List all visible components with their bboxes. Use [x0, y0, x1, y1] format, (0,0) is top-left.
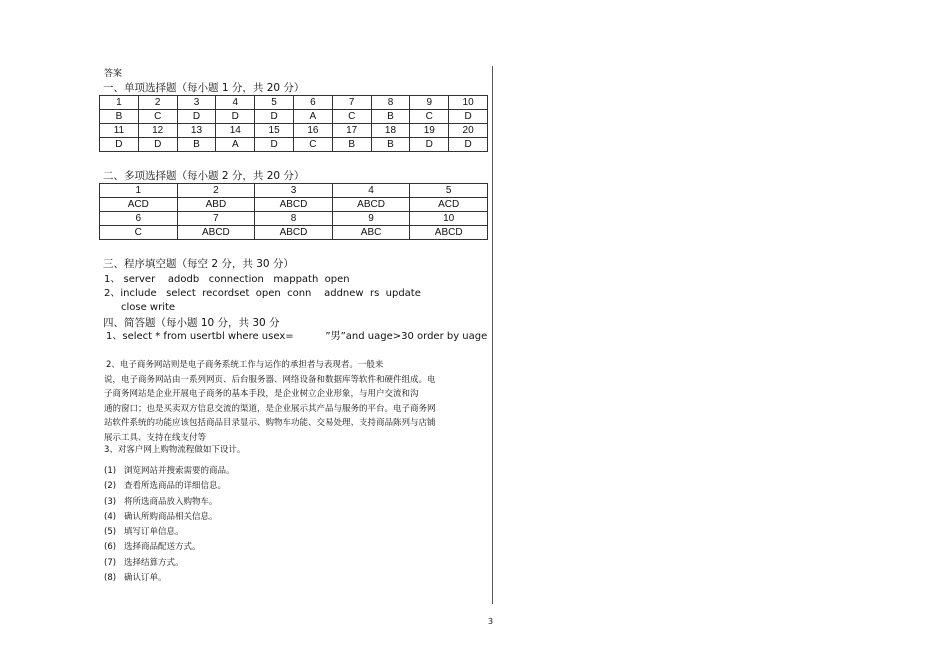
single-choice-cell: 19: [410, 124, 449, 138]
step-number: (5): [104, 527, 117, 538]
step-number: (2): [104, 481, 117, 492]
section3-line1: 1、 server adodb connection mappath open: [104, 274, 350, 285]
single-choice-cell: B: [100, 110, 139, 124]
multiple-choice-cell: ACD: [410, 198, 488, 212]
step-item: [104, 540, 235, 555]
multiple-choice-cell: ABCD: [410, 226, 488, 240]
step-number: (1): [104, 466, 117, 476]
step-number: (8): [104, 573, 117, 584]
single-choice-row: [100, 96, 488, 110]
section4-q3-intro: 3、对客户网上购物流程做如下设计。: [104, 445, 246, 455]
step-number: (3): [104, 496, 117, 507]
multiple-choice-cell: ABCD: [177, 226, 255, 240]
single-choice-cell: C: [332, 110, 371, 124]
single-choice-cell: C: [293, 138, 332, 152]
single-choice-cell: 14: [216, 124, 255, 138]
step-text: 确认所购商品相关信息。: [124, 511, 218, 522]
q2-line: 通的窗口；也是买卖双方信息交流的渠道，是企业展示其产品与服务的平台。电子商务网: [104, 403, 436, 414]
step-text: 查看所选商品的详细信息。: [124, 481, 227, 492]
single-choice-cell: 3: [177, 96, 216, 110]
single-choice-row: [100, 138, 488, 152]
multiple-choice-cell: 10: [410, 212, 488, 226]
single-choice-cell: D: [255, 110, 294, 124]
step-text: 确认订单。: [124, 573, 167, 584]
q2-line: 子商务网站是企业开展电子商务的基本手段，是企业树立企业形象，与用户交流和沟: [104, 389, 419, 400]
step-text: 将所选商品放入购物车。: [124, 496, 218, 507]
multiple-choice-row: [100, 184, 488, 198]
multiple-choice-answer-table: [99, 183, 488, 240]
multiple-choice-cell: 1: [100, 184, 178, 198]
multiple-choice-row: [100, 226, 488, 240]
single-choice-cell: D: [100, 138, 139, 152]
single-choice-cell: A: [293, 110, 332, 124]
single-choice-cell: 2: [138, 96, 177, 110]
step-item: [104, 571, 235, 586]
step-item: [104, 525, 235, 540]
single-choice-cell: 15: [255, 124, 294, 138]
answer-label: 答案: [104, 69, 123, 79]
section4-heading: 四、简答题（每小题 10 分，共 30 分: [103, 317, 280, 329]
column-divider: [492, 66, 493, 604]
single-choice-row: [100, 124, 488, 138]
section3-line3: close write: [121, 302, 176, 313]
single-choice-cell: B: [332, 138, 371, 152]
single-choice-cell: 6: [293, 96, 332, 110]
single-choice-cell: A: [216, 138, 255, 152]
single-choice-cell: 4: [216, 96, 255, 110]
multiple-choice-cell: 9: [332, 212, 410, 226]
section3-heading: 三、程序填空题（每空 2 分，共 30 分）: [103, 258, 294, 270]
step-text: 选择商品配送方式。: [124, 542, 201, 553]
single-choice-cell: 16: [293, 124, 332, 138]
step-number: (6): [104, 542, 117, 553]
multiple-choice-cell: 8: [255, 212, 333, 226]
multiple-choice-cell: 7: [177, 212, 255, 226]
single-choice-cell: D: [449, 138, 488, 152]
q2-line: 站软件系统的功能应该包括商品目录显示、购物车功能、交易处理、支持商品陈列与店铺: [104, 418, 436, 429]
step-item: [104, 479, 235, 494]
shopping-flow-steps: [104, 464, 235, 586]
single-choice-cell: D: [255, 138, 294, 152]
multiple-choice-row: [100, 212, 488, 226]
single-choice-cell: B: [177, 138, 216, 152]
single-choice-cell: 8: [371, 96, 410, 110]
step-item: [104, 510, 235, 525]
single-choice-cell: 9: [410, 96, 449, 110]
step-item: [104, 495, 235, 510]
step-item: [104, 556, 235, 571]
single-choice-row: [100, 110, 488, 124]
single-choice-cell: D: [216, 110, 255, 124]
step-text: 选择结算方式。: [124, 557, 184, 568]
single-choice-cell: D: [410, 138, 449, 152]
section1-heading: 一、单项选择题（每小题 1 分，共 20 分）: [103, 82, 305, 94]
multiple-choice-cell: ABCD: [255, 226, 333, 240]
section2-heading: 二、多项选择题（每小题 2 分，共 20 分）: [103, 170, 305, 182]
step-text: 浏览网站并搜索需要的商品。: [124, 466, 235, 476]
step-number: (7): [104, 557, 117, 568]
single-choice-cell: D: [449, 110, 488, 124]
multiple-choice-cell: ACD: [100, 198, 178, 212]
single-choice-cell: C: [138, 110, 177, 124]
single-choice-cell: 18: [371, 124, 410, 138]
multiple-choice-cell: 2: [177, 184, 255, 198]
single-choice-cell: C: [410, 110, 449, 124]
single-choice-cell: 20: [449, 124, 488, 138]
section4-q1: 1、select * from usertbl where usex= ”男”and uage>30 order by uage: [106, 331, 488, 342]
single-choice-cell: B: [371, 110, 410, 124]
single-choice-cell: 1: [100, 96, 139, 110]
multiple-choice-cell: 5: [410, 184, 488, 198]
single-choice-cell: 13: [177, 124, 216, 138]
page-number: 3: [488, 617, 494, 626]
step-number: (4): [104, 511, 117, 522]
section3-line2: 2、include select recordset open conn addnew rs update: [104, 288, 421, 299]
single-choice-cell: 11: [100, 124, 139, 138]
single-choice-cell: D: [177, 110, 216, 124]
step-item: [104, 464, 235, 479]
single-choice-cell: 10: [449, 96, 488, 110]
multiple-choice-cell: 6: [100, 212, 178, 226]
single-choice-cell: 7: [332, 96, 371, 110]
single-choice-cell: D: [138, 138, 177, 152]
q2-line: 2、电子商务网站则是电子商务系统工作与运作的承担者与表现者。一般来: [106, 360, 384, 370]
multiple-choice-cell: ABD: [177, 198, 255, 212]
multiple-choice-row: [100, 198, 488, 212]
multiple-choice-cell: 4: [332, 184, 410, 198]
single-choice-cell: 17: [332, 124, 371, 138]
multiple-choice-cell: 3: [255, 184, 333, 198]
single-choice-cell: 5: [255, 96, 294, 110]
q2-line: 说，电子商务网站由一系列网页、后台服务器、网络设备和数据库等软件和硬件组成。电: [104, 374, 436, 385]
single-choice-cell: B: [371, 138, 410, 152]
single-choice-cell: 12: [138, 124, 177, 138]
multiple-choice-cell: ABC: [332, 226, 410, 240]
step-text: 填写订单信息。: [124, 527, 184, 538]
q2-line: 展示工具、支持在线支付等: [104, 432, 207, 443]
multiple-choice-cell: ABCD: [332, 198, 410, 212]
single-choice-answer-table: [99, 95, 488, 152]
section4-q2-paragraph: [104, 358, 444, 446]
multiple-choice-cell: C: [100, 226, 178, 240]
multiple-choice-cell: ABCD: [255, 198, 333, 212]
